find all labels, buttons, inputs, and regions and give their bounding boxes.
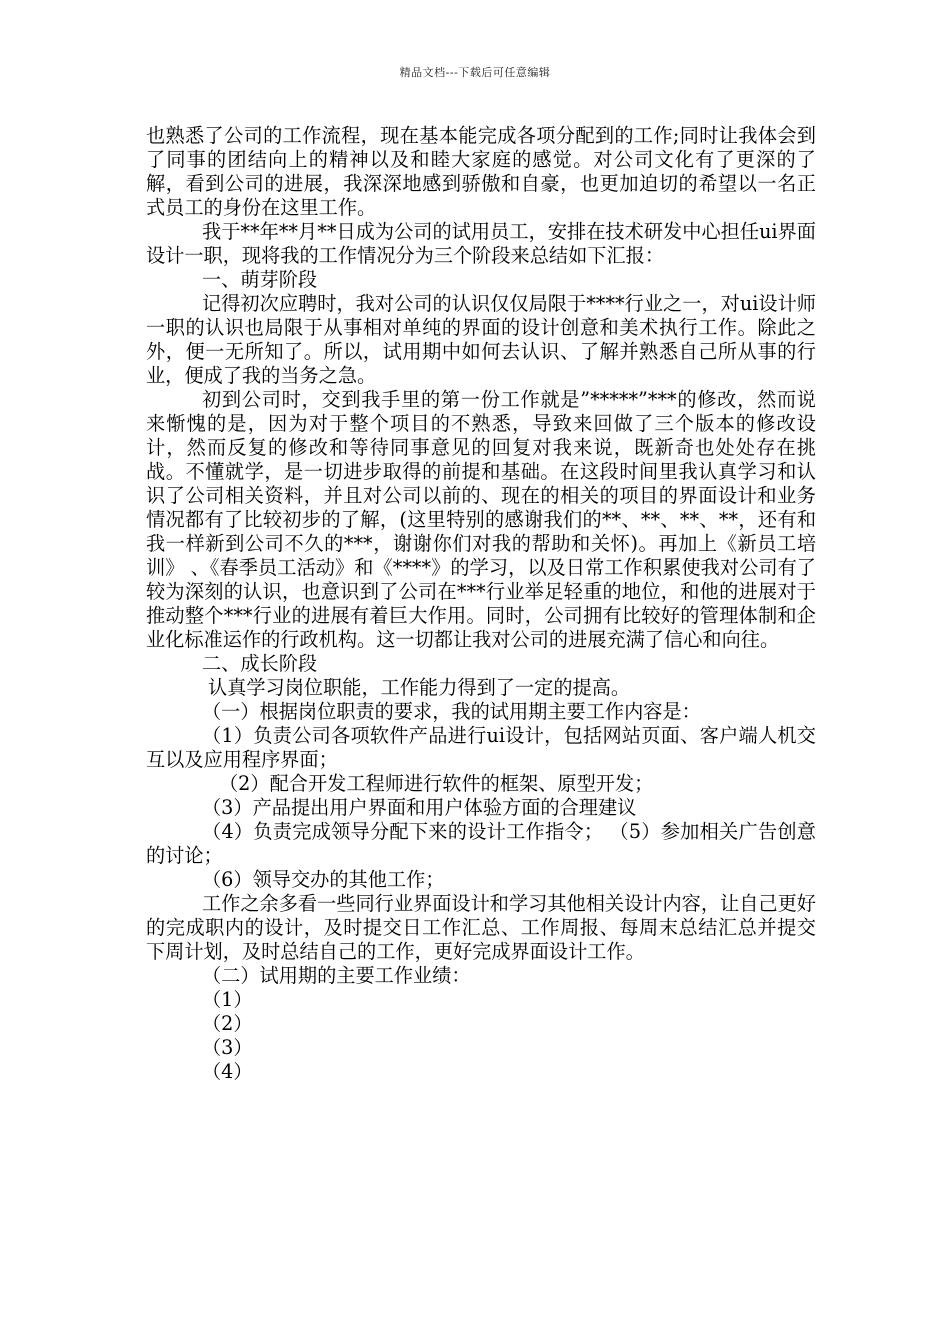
list-heading: （二）试用期的主要工作业绩： bbox=[202, 964, 471, 987]
paragraph: 工作之余多看一些同行业界面设计和学习其他相关设计内容，让自己更好的完成职内的设计，及时提交日工作汇总、工作周报、每周末总结汇总并提交下周计划，及时总结自己的工作，更好完成界面设计工作。 bbox=[146, 892, 816, 963]
list-item: （3） bbox=[202, 1036, 253, 1059]
paragraph: 记得初次应聘时，我对公司的认识仅仅局限于****行业之一，对ui设计师一职的认识也局限于从事相对单纯的界面的设计创意和美术执行工作。除此之外，便一无所知了。所以，试用期中如何去认识、了解并熟悉自己所从事的行业，便成了我的当务之急。 bbox=[146, 292, 816, 387]
paragraph: 初到公司时，交到我手里的第一份工作就是”*****”***的修改，然而说来惭愧的是，因为对于整个项目的不熟悉，导致来回做了三个版本的修改设计，然而反复的修改和等待同事意见的回复对我来说，既新奇也处处存在挑战。不懂就学，是一切进步取得的前提和基础。在这段时间里我认真学习和认识了公司相关资料，并且对公司以前的、现在的相关的项目的界面设计和业务情况都有了比较初步的了解，(这里特别的感谢我们的**、**、**、**，还有和我一样新到公司不久的***，谢谢你们对我的帮助和关怀)。再加上《新员工培训》 、《春季员工活动》和《****》的学习，以及日常工作积累使我对公司有了较为深刻的认识，也意识到了公司在***行业举足轻重的地位，和他的进展对于推动整个***行业的进展有着巨大作用。同时，公司拥有比较好的管理体制和企业化标准运作的行政机构。这一切都让我对公司的进展充满了信心和向往。 bbox=[146, 388, 816, 651]
list-item: （3）产品提出用户界面和用户体验方面的合理建议 bbox=[202, 796, 637, 819]
paragraph: 认真学习岗位职能，工作能力得到了一定的提高。 bbox=[208, 676, 631, 699]
list-item: （1）负责公司各项软件产品进行ui设计，包括网站页面、客户端人机交互以及应用程序界面； bbox=[146, 724, 816, 771]
list-item: （4）负责完成领导分配下来的设计工作指令； （5）参加相关广告创意的讨论； bbox=[146, 820, 816, 867]
list-item: （4） bbox=[202, 1060, 253, 1083]
paragraph: 我于**年**月**日成为公司的试用员工，安排在技术研发中心担任ui界面设计一职，现将我的工作情况分为三个阶段来总结如下汇报： bbox=[146, 220, 816, 267]
page-header: 精品文档---下载后可任意编辑 bbox=[399, 66, 551, 79]
list-item: （6）领导交办的其他工作； bbox=[202, 868, 445, 891]
section-heading: 一、萌芽阶段 bbox=[202, 268, 318, 291]
section-heading: 二、成长阶段 bbox=[202, 652, 318, 675]
list-item: （2）配合开发工程师进行软件的框架、原型开发； bbox=[219, 772, 654, 795]
list-heading: （一）根据岗位职责的要求，我的试用期主要工作内容是： bbox=[202, 700, 701, 723]
list-item: （1） bbox=[202, 988, 253, 1011]
list-item: （2） bbox=[202, 1012, 253, 1035]
document-body bbox=[146, 124, 816, 1084]
paragraph: 也熟悉了公司的工作流程，现在基本能完成各项分配到的工作;同时让我体会到了同事的团结向上的精神以及和睦大家庭的感觉。对公司文化有了更深的了解，看到公司的进展，我深深地感到骄傲和自豪，也更加迫切的希望以一名正式员工的身份在这里工作。 bbox=[146, 124, 816, 219]
